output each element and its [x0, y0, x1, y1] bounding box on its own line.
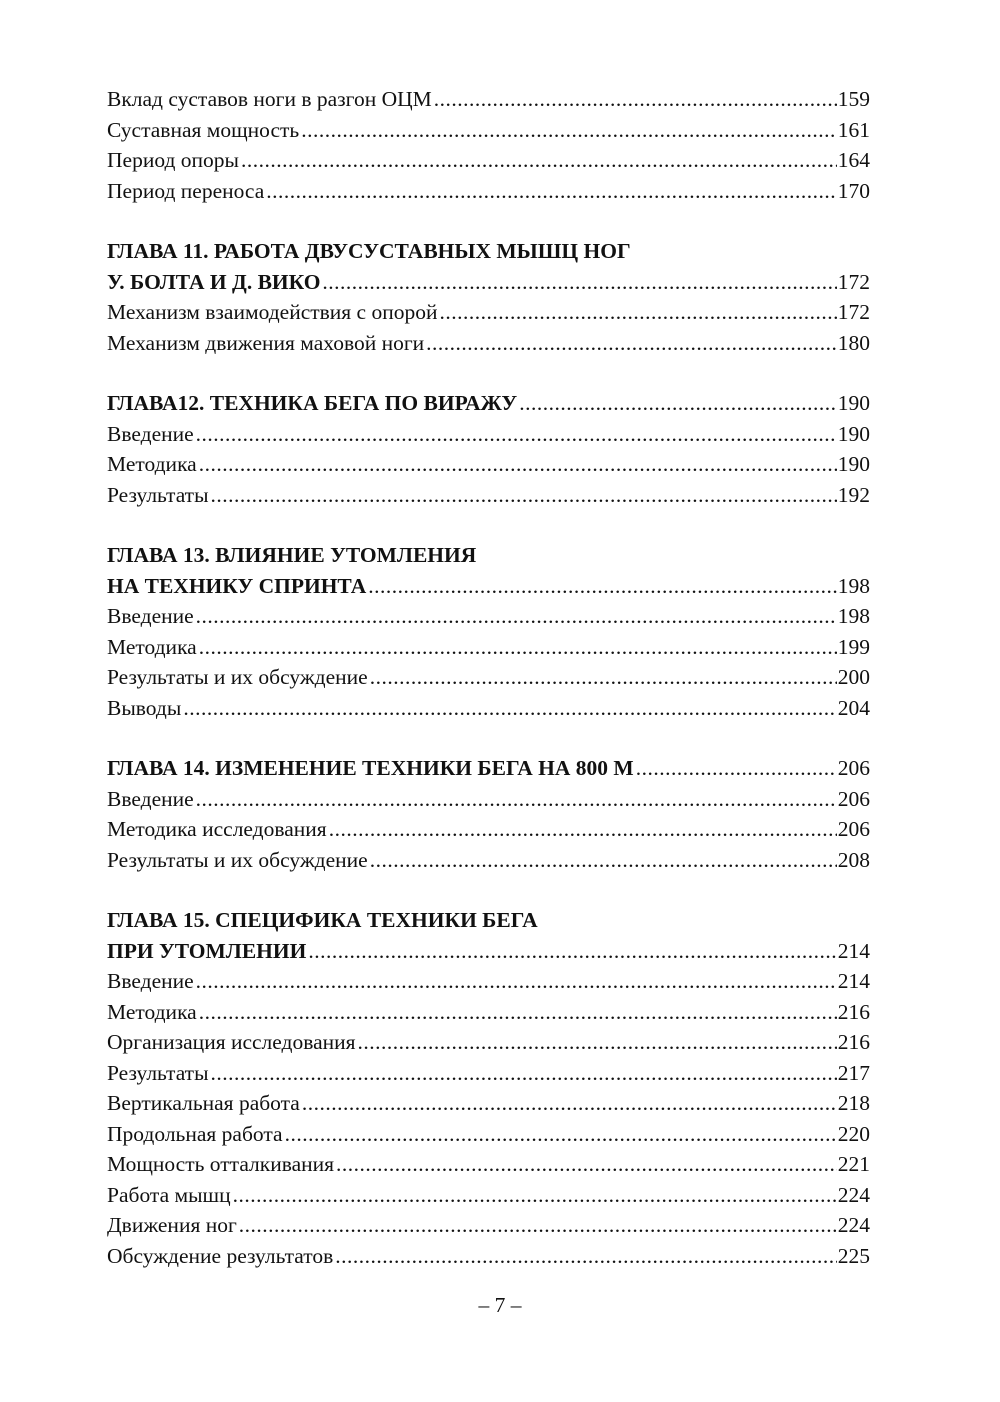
- toc-entry-page: 218: [837, 1091, 870, 1115]
- dot-leader: [440, 297, 837, 328]
- dot-leader: [211, 1058, 837, 1089]
- toc-entry-title: Механизм взаимодействия с опорой: [107, 300, 438, 324]
- toc-entry-page: 161: [837, 117, 870, 142]
- toc-entry-page: 220: [837, 1121, 870, 1146]
- toc-entry-title: Методика: [107, 634, 197, 659]
- toc-entry-page: 206: [837, 817, 870, 841]
- dot-leader: [196, 784, 837, 815]
- chapter-page: 198: [837, 573, 870, 598]
- dot-leader: [636, 753, 837, 784]
- toc-entry[interactable]: [107, 1119, 870, 1150]
- dot-leader: [266, 176, 836, 207]
- toc-entry[interactable]: [107, 1058, 870, 1089]
- toc-entry-title: Организация исследования: [107, 1030, 356, 1054]
- toc-entry[interactable]: [107, 1210, 870, 1241]
- dot-leader: [301, 115, 837, 146]
- dot-leader: [358, 1027, 837, 1058]
- toc-entry-page: 208: [837, 847, 870, 872]
- toc-entry[interactable]: [107, 997, 870, 1028]
- toc-entry-page: 224: [837, 1182, 870, 1207]
- toc-entry-title: Введение: [107, 969, 194, 993]
- dot-leader: [370, 845, 837, 876]
- chapter-heading-title: ГЛАВА12. ТЕХНИКА БЕГА ПО ВИРАЖУ: [107, 391, 518, 415]
- toc-entry-title: Работа мышц: [107, 1182, 231, 1207]
- toc-entry-page: 164: [837, 148, 870, 172]
- toc-entry[interactable]: [107, 784, 870, 815]
- toc-entry[interactable]: [107, 449, 870, 480]
- chapter-11: [107, 236, 870, 358]
- dot-leader: [196, 966, 837, 997]
- dot-leader: [302, 1088, 837, 1119]
- chapter-12: [107, 388, 870, 510]
- toc-entry-page: 198: [837, 604, 870, 628]
- dot-leader: [183, 693, 836, 724]
- toc-entry[interactable]: [107, 176, 870, 207]
- dot-leader: [322, 267, 836, 298]
- toc-entry-title: Вертикальная работа: [107, 1091, 300, 1115]
- toc-entry-title: Мощность отталкивания: [107, 1152, 335, 1176]
- toc-entry-title: Продольная работа: [107, 1121, 283, 1146]
- toc-entry-title: Методика: [107, 452, 197, 476]
- chapter-13: [107, 540, 870, 723]
- toc-entry-title: Результаты и их обсуждение: [107, 665, 368, 689]
- dot-leader: [335, 1241, 837, 1272]
- chapter-heading-entry[interactable]: [107, 753, 870, 784]
- toc-entry[interactable]: [107, 693, 870, 724]
- page-number: – 7 –: [478, 1293, 522, 1317]
- dot-leader: [199, 632, 837, 663]
- toc-entry[interactable]: [107, 814, 870, 845]
- toc-entry-title: Период опоры: [107, 148, 239, 172]
- dot-leader: [368, 571, 837, 602]
- chapter-heading-title: У. БОЛТА И Д. ВИКО: [107, 269, 321, 294]
- dot-leader: [336, 1149, 837, 1180]
- dot-leader: [199, 449, 837, 480]
- chapter-heading-title: ГЛАВА 14. ИЗМЕНЕНИЕ ТЕХНИКИ БЕГА НА 800 М: [107, 756, 634, 780]
- chapter-15: [107, 905, 870, 1271]
- toc-entry[interactable]: [107, 419, 870, 450]
- intro-section: [107, 84, 870, 206]
- toc-entry-title: Выводы: [107, 695, 182, 720]
- toc-entry-page: 204: [837, 695, 870, 720]
- dot-leader: [239, 1210, 837, 1241]
- toc-entry-page: 170: [837, 178, 870, 203]
- toc-entry-title: Вклад суставов ноги в разгон ОЦМ: [107, 87, 432, 111]
- toc-entry-page: 192: [837, 482, 870, 507]
- toc-entry[interactable]: [107, 662, 870, 693]
- toc-entry-title: Период переноса: [107, 178, 265, 203]
- dot-leader: [285, 1119, 837, 1150]
- toc-entry-title: Введение: [107, 786, 194, 811]
- toc-entry[interactable]: [107, 601, 870, 632]
- toc-entry-page: 180: [837, 330, 870, 355]
- dot-leader: [308, 936, 836, 967]
- toc-entry[interactable]: [107, 966, 870, 997]
- chapter-heading-title: НА ТЕХНИКУ СПРИНТА: [107, 573, 367, 598]
- chapter-heading-entry[interactable]: [107, 267, 870, 298]
- toc-entry-page: 190: [837, 452, 870, 476]
- toc-entry-page: 225: [837, 1243, 870, 1268]
- toc-entry-title: Результаты и их обсуждение: [107, 847, 368, 872]
- chapter-heading[interactable]: ГЛАВА 13. ВЛИЯНИЕ УТОМЛЕНИЯ: [107, 543, 477, 567]
- toc-entry[interactable]: [107, 1027, 870, 1058]
- toc-entry-title: Введение: [107, 421, 194, 446]
- toc-entry-page: 200: [837, 665, 870, 689]
- toc-entry-title: Методика исследования: [107, 817, 327, 841]
- toc-entry-title: Введение: [107, 604, 194, 628]
- toc-entry-page: 190: [837, 421, 870, 446]
- toc-entry[interactable]: [107, 1149, 870, 1180]
- chapter-14: [107, 753, 870, 875]
- toc-entry[interactable]: [107, 84, 870, 115]
- toc-entry[interactable]: [107, 480, 870, 511]
- chapter-heading[interactable]: ГЛАВА 15. СПЕЦИФИКА ТЕХНИКИ БЕГА: [107, 908, 538, 932]
- dot-leader: [519, 388, 837, 419]
- toc-entry-page: 206: [837, 786, 870, 811]
- dot-leader: [196, 601, 837, 632]
- dot-leader: [426, 328, 837, 359]
- toc-entry[interactable]: [107, 1180, 870, 1211]
- toc-entry-page: 216: [837, 1030, 870, 1054]
- toc-entry[interactable]: [107, 1241, 870, 1272]
- chapter-page: 190: [837, 391, 870, 415]
- chapter-heading-entry[interactable]: [107, 388, 870, 419]
- chapter-page: 172: [837, 269, 870, 294]
- toc-entry[interactable]: [107, 328, 870, 359]
- dot-leader: [196, 419, 837, 450]
- toc-entry[interactable]: [107, 845, 870, 876]
- dot-leader: [233, 1180, 837, 1211]
- toc-entry-title: Механизм движения маховой ноги: [107, 330, 425, 355]
- toc-entry-page: 221: [837, 1152, 870, 1176]
- toc-entry-title: Суставная мощность: [107, 117, 300, 142]
- toc-entry[interactable]: [107, 632, 870, 663]
- toc-entry-page: 214: [837, 969, 870, 993]
- dot-leader: [370, 662, 837, 693]
- toc-entry[interactable]: [107, 297, 870, 328]
- toc-entry-page: 224: [837, 1213, 870, 1237]
- dot-leader: [211, 480, 837, 511]
- toc-entry-page: 159: [837, 87, 870, 111]
- chapter-heading-entry[interactable]: [107, 571, 870, 602]
- toc-entry-title: Результаты: [107, 482, 209, 507]
- dot-leader: [199, 997, 837, 1028]
- toc-entry-title: Методика: [107, 999, 197, 1024]
- chapter-heading[interactable]: ГЛАВА 11. РАБОТА ДВУСУСТАВНЫХ МЫШЦ НОГ: [107, 239, 631, 263]
- chapter-page: 214: [837, 938, 870, 963]
- dot-leader: [434, 84, 837, 115]
- chapter-page: 206: [837, 756, 870, 780]
- chapter-heading-entry[interactable]: [107, 936, 870, 967]
- toc-entry[interactable]: [107, 115, 870, 146]
- toc-entry-title: Обсуждение результатов: [107, 1243, 334, 1268]
- toc-entry[interactable]: [107, 1088, 870, 1119]
- toc-entry-title: Результаты: [107, 1060, 209, 1085]
- toc-entry[interactable]: [107, 145, 870, 176]
- toc-entry-title: Движения ног: [107, 1213, 237, 1237]
- toc-entry-page: 172: [837, 300, 870, 324]
- toc-entry-page: 216: [837, 999, 870, 1024]
- chapter-heading-title: ПРИ УТОМЛЕНИИ: [107, 938, 307, 963]
- dot-leader: [241, 145, 837, 176]
- table-of-contents: [107, 84, 870, 1271]
- dot-leader: [329, 814, 837, 845]
- toc-entry-page: 217: [837, 1060, 870, 1085]
- toc-entry-page: 199: [837, 634, 870, 659]
